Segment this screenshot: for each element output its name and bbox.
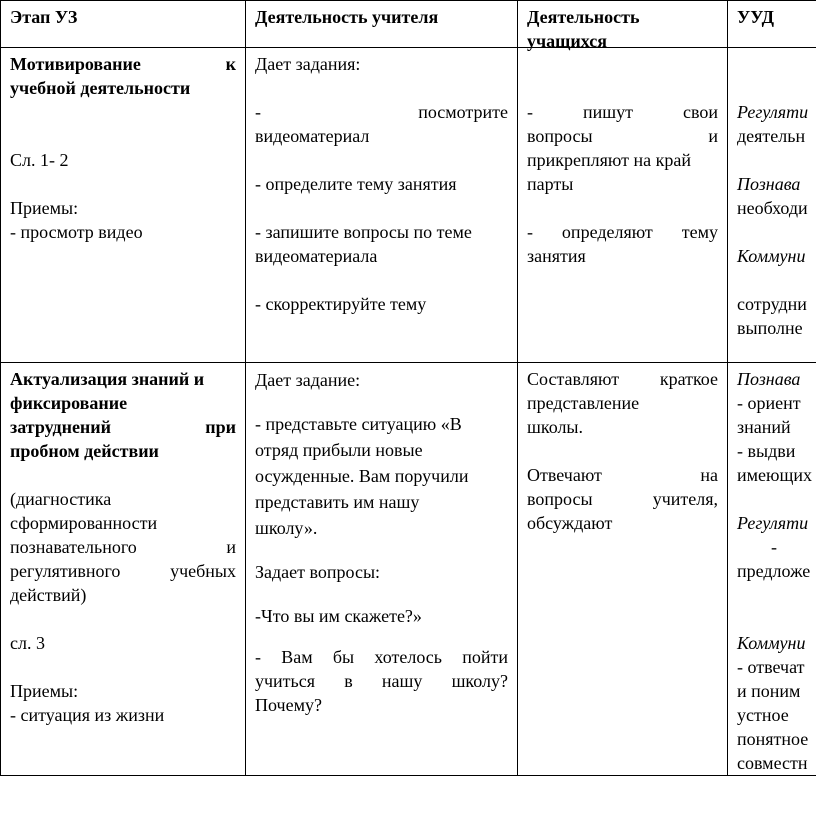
row2-teacher-situation-line5: школу». [255,518,318,538]
row2-uud-line4: - выдви [737,441,796,461]
table-border-top [0,0,816,1]
row2-uud-line13: понятное [737,729,809,749]
table-border-bottom [0,775,816,776]
row2-diag-line5: действий) [10,585,87,605]
row2-students-b-line2: вопросы учителя, [527,489,718,509]
row2-uud-line2: - ориент [737,393,801,413]
row1-students-cell [527,100,718,268]
row1-students-b-line2: занятия [527,246,586,266]
row1-students-a-line4: парты [527,174,574,194]
row2-uud-line14: совместн [737,753,808,773]
row2-uud-line6: Регуляти [737,513,809,533]
row2-stage-title-line2: фиксирование [10,393,128,413]
row1-stage-cell [10,52,236,244]
header-teacher-activity: Деятельность учителя [255,7,439,27]
row2-students-b-line3: обсуждают [527,513,613,533]
row2-teacher-intro: Дает задание: [255,370,361,390]
row1-teacher-task3-line2: видеоматериала [255,246,378,266]
row1-uud-cell [737,100,816,340]
row2-uud-line3: знаний [737,417,791,437]
row1-uud-line2: деятельн [737,126,806,146]
header-stage: Этап УЗ [10,7,78,27]
row2-uud-line10: - отвечат [737,657,805,677]
row2-students-a-line1: Составляют краткое [527,369,718,389]
row1-students-a-line2: вопросы и [527,126,718,146]
row2-teacher-questions-label: Задает вопросы: [255,562,381,582]
column-divider-2 [517,0,518,776]
row1-uud-line3: Познава [737,174,801,194]
row1-uud-line5: Коммуни [737,246,806,266]
row1-uud-line1: Регуляти [737,102,809,122]
column-divider-3 [727,0,728,776]
row1-teacher-intro: Дает задания: [255,54,361,74]
row2-teacher-situation-line3: осужденные. Вам поручили [255,466,469,486]
row1-teacher-task1-line1: - посмотрите [255,102,508,122]
row2-uud-line5: имеющих [737,465,812,485]
row-divider [0,362,816,363]
row1-teacher-task2: - определите тему занятия [255,174,457,194]
row1-methods-label: Приемы: [10,198,79,218]
row2-teacher-question1: -Что вы им скажете?» [255,606,422,626]
row2-stage-title-line3: затруднений при [10,417,236,437]
row1-teacher-task3-line1: - запишите вопросы по теме [255,222,472,242]
row1-slide-ref: Сл. 1- 2 [10,150,69,170]
row2-teacher-question2-line3: Почему? [255,695,322,715]
row2-uud-line1: Познава [737,369,801,389]
row1-method: - просмотр видео [10,222,143,242]
row2-students-a-line3: школы. [527,417,584,437]
row2-diag-line1: (диагностика [10,489,112,509]
row1-teacher-task4: - скорректируйте тему [255,294,427,314]
row2-diag-line3: познавательного и [10,537,236,557]
row2-methods-label: Приемы: [10,681,79,701]
row2-students-b-line1: Отвечают на [527,465,718,485]
row2-method: - ситуация из жизни [10,705,165,725]
row2-teacher-question2-line2: учиться в нашу школу? [255,671,508,691]
row1-students-a-line1: - пишут свои [527,102,718,122]
row2-uud-line11: и поним [737,681,801,701]
row1-uud-line7: выполне [737,318,803,338]
row1-uud-line4: необходи [737,198,808,218]
row2-students-cell [527,367,718,535]
row2-diag-line2: сформированности [10,513,158,533]
header-uud: УУД [737,7,774,27]
row1-students-a-line3: прикрепляют на край [527,150,691,170]
row2-teacher-question2-line1: - Вам бы хотелось пойти [255,647,508,667]
row2-stage-title-line1: Актуализация знаний и [10,369,205,389]
row2-uud-line8: предложе [737,561,811,581]
row2-stage-cell [10,367,236,727]
row1-stage-title-line2: учебной деятельности [10,78,191,98]
header-student-activity: Деятельность учащихся [527,7,640,51]
row2-teacher-cell [255,367,508,717]
row2-uud-line7: - [771,537,777,557]
row2-diag-line4: регулятивного учебных [10,561,236,581]
row1-students-b-line1: - определяют тему [527,222,718,242]
table-border-left [0,0,1,776]
row2-slide-ref: сл. 3 [10,633,45,653]
row2-students-a-line2: представление [527,393,640,413]
row1-teacher-cell [255,52,508,316]
row1-teacher-task1-line2: видеоматериал [255,126,370,146]
row2-uud-line12: устное [737,705,789,725]
row2-teacher-situation-line2: отряд прибыли новые [255,440,423,460]
row1-stage-title-line1: Мотивирование к [10,54,236,74]
row2-uud-line9: Коммуни [737,633,806,653]
row2-teacher-situation-line1: - представьте ситуацию «В [255,414,462,434]
column-divider-1 [245,0,246,776]
row2-uud-cell [737,367,816,775]
row2-teacher-situation-line4: представить им нашу [255,492,420,512]
row2-stage-title-line4: пробном действии [10,441,159,461]
row1-uud-line6: сотрудни [737,294,807,314]
